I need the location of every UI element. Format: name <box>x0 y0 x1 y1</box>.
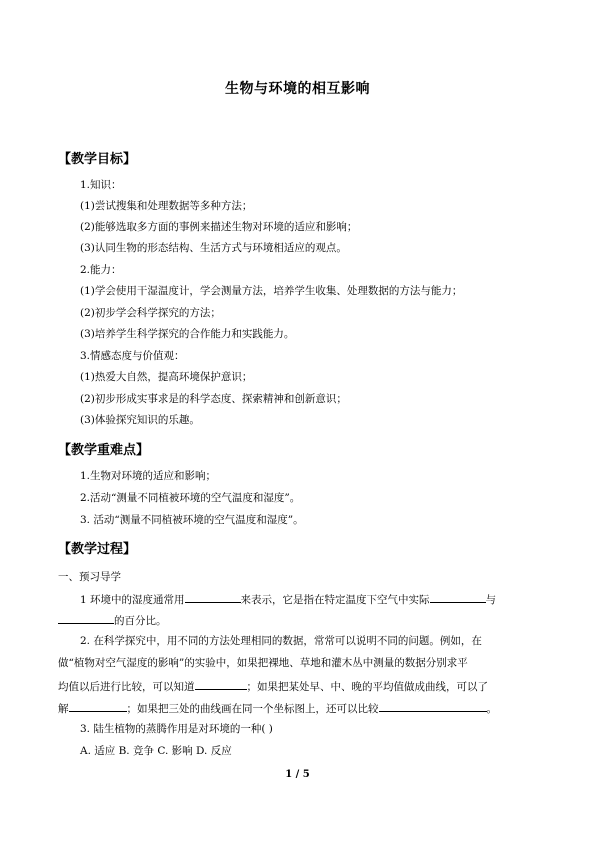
objective-line: (1)热爱大自然，提高环境保护意识； <box>80 371 253 383</box>
difficulties-heading: 【教学重难点】 <box>58 443 150 458</box>
question-1-line-1 <box>80 591 496 607</box>
answer-blank[interactable] <box>69 700 127 712</box>
question-2-line-1: 2. 在科学探究中，用不同的方法处理相同的数据，常常可以说明不同的问题。例如，在 <box>80 635 482 647</box>
page-number: 1 / 5 <box>285 769 310 780</box>
question-text: 解 <box>58 703 69 715</box>
objective-line: (1)尝试搜集和处理数据等多种方法； <box>80 200 253 212</box>
objective-line: (3)认同生物的形态结构、生活方式与环境相适应的观点。 <box>80 242 347 254</box>
question-text: ；如果把某处早、中、晚的平均值做成曲线，可以了 <box>246 681 488 693</box>
objective-line: (1)学会使用干湿温度计，学会测量方法，培养学生收集、处理数据的方法与能力； <box>80 285 463 297</box>
objective-line: 2.能力： <box>80 264 122 276</box>
objective-line: 3.情感态度与价值观： <box>80 350 185 362</box>
objectives-heading: 【教学目标】 <box>58 152 137 167</box>
objective-line: (3)培养学生科学探究的合作能力和实践能力。 <box>80 328 295 340</box>
objective-line: (2)初步学会科学探究的方法； <box>80 307 221 319</box>
question-text: 与 <box>485 594 497 606</box>
difficulty-line: 1.生物对环境的适应和影响； <box>80 470 217 482</box>
objective-line: (2)能够选取多方面的事例来描述生物对环境的适应和影响； <box>80 221 358 233</box>
objective-line: (2)初步形成实事求是的科学态度、探索精神和创新意识； <box>80 393 347 405</box>
question-1-line-2 <box>58 612 167 628</box>
question-3: 3. 陆生植物的蒸腾作用是对环境的一种( ) <box>80 723 273 735</box>
question-text: 来表示，它是指在特定温度下空气中实际 <box>240 594 430 606</box>
question-text: 。 <box>486 703 497 715</box>
answer-blank[interactable] <box>430 591 486 603</box>
question-text: 1 环境中的湿度通常用 <box>80 594 185 606</box>
answer-blank[interactable] <box>58 612 114 624</box>
answer-blank[interactable] <box>379 700 487 712</box>
page-title: 生物与环境的相互影响 <box>225 81 370 97</box>
objective-line: (3)体验探究知识的乐趣。 <box>80 414 200 426</box>
objective-line: 1.知识： <box>80 179 122 191</box>
question-3-options: A. 适应 B. 竞争 C. 影响 D. 反应 <box>80 745 232 757</box>
difficulty-line: 3. 活动“测量不同植被环境的空气温度和湿度”。 <box>80 514 304 526</box>
question-text: 均值以后进行比较，可以知道 <box>58 681 195 693</box>
question-2-line-4 <box>58 700 497 716</box>
process-heading: 【教学过程】 <box>58 542 137 557</box>
question-2-line-2: 做“植物对空气湿度的影响”的实验中，如果把裸地、草地和灌木丛中测量的数据分别求平 <box>58 657 468 669</box>
process-subheading: 一、预习导学 <box>58 571 121 583</box>
question-text: 的百分比。 <box>114 615 167 627</box>
answer-blank[interactable] <box>185 591 241 603</box>
answer-blank[interactable] <box>195 678 247 690</box>
difficulty-line: 2.活动“测量不同植被环境的空气温度和湿度”。 <box>80 492 301 504</box>
question-2-line-3 <box>58 678 488 694</box>
question-text: ；如果把三处的曲线画在同一个坐标图上，还可以比较 <box>126 703 379 715</box>
